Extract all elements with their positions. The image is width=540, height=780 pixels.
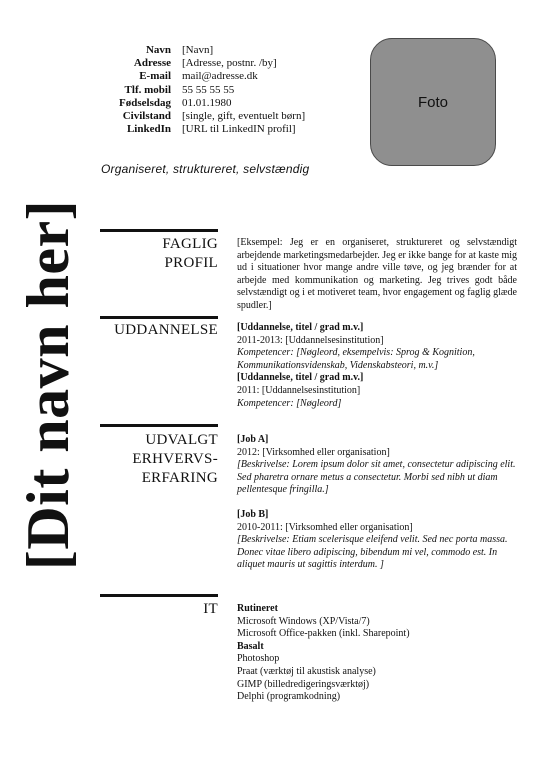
contact-row bbox=[90, 84, 305, 97]
it-skill-item: Delphi (programkodning) bbox=[237, 691, 341, 703]
section-divider bbox=[100, 316, 218, 319]
contact-value: 01.01.1980 bbox=[182, 96, 232, 109]
it-group-heading: Basalt bbox=[237, 640, 264, 652]
contact-label: Navn bbox=[145, 44, 171, 56]
it-skill-item: Photoshop bbox=[237, 653, 280, 665]
section-title-line: ERHVERVS- bbox=[132, 451, 218, 467]
contact-value: [single, gift, eventuelt børn] bbox=[182, 110, 306, 123]
contact-label: LinkedIn bbox=[126, 123, 171, 136]
contact-row bbox=[90, 110, 305, 123]
job-period: 2010-2011: [Virksomhed eller organisation] bbox=[237, 521, 413, 533]
education-period: 2011: [Uddannelsesinstitution] bbox=[237, 384, 361, 396]
job-heading: [Job B] bbox=[237, 508, 269, 520]
section-title-education: UDDANNELSE bbox=[114, 322, 218, 338]
education-competences: Kompetencer: [Nøgleord, eksempelvis: Sprog & Kognition, Kommunikationsvidenskab, Videnskabsteori, m.v.] bbox=[237, 347, 475, 371]
section-divider bbox=[100, 424, 218, 427]
education-period: 2011-2013: [Uddannelsesinstitution] bbox=[237, 334, 384, 346]
job-heading: [Job A] bbox=[237, 434, 269, 445]
tagline: Organiseret, struktureret, selvstændig bbox=[101, 162, 310, 176]
contact-value: mail@adresse.dk bbox=[182, 70, 258, 83]
vertical-name-heading: [Dit navn her] bbox=[15, 199, 81, 571]
contact-row bbox=[90, 70, 305, 83]
contact-label: Fødselsdag bbox=[119, 96, 171, 109]
contact-label: E-mail bbox=[139, 70, 171, 83]
it-skill-item: Microsoft Windows (XP/Vista/7) bbox=[237, 615, 370, 627]
job-description: [Beskrivelse: Lorem ipsum dolor sit amet, consectetur adipiscing elit. Sed pharetra ornare metus a consectetur. Morbi sed nibh ut diam pellentesque fringilla.] bbox=[237, 459, 516, 496]
experience-list bbox=[237, 434, 517, 572]
it-group-heading: Rutineret bbox=[237, 603, 278, 614]
contact-row bbox=[90, 57, 305, 70]
profile-text: [Eksempel: Jeg er en organiseret, struktureret og selvstændigt arbejdende marketingsmedarbejder. Jeg er ikke bange for at kaste mig ud i situationer hvor mange andre ville tøve, og jeg brænder for at arbejde med kommunikation og marketing. Jeg trives godt både selvstændigt og i et motiveret team, hvor engagement og faglig glæde spudler.] bbox=[237, 237, 517, 311]
section-title-line: PROFIL bbox=[164, 255, 218, 271]
contact-value: [Adresse, postnr. /by] bbox=[182, 57, 277, 70]
contact-value: [URL til LinkedIN profil] bbox=[182, 123, 296, 136]
contact-block bbox=[90, 44, 305, 136]
contact-label: Civilstand bbox=[122, 110, 171, 123]
section-title-experience bbox=[100, 431, 218, 488]
it-skills-list bbox=[237, 603, 517, 704]
it-skill-item: Microsoft Office-pakken (inkl. Sharepoint) bbox=[237, 628, 410, 640]
education-heading: [Uddannelse, titel / grad m.v.] bbox=[237, 372, 364, 384]
contact-row bbox=[90, 44, 305, 57]
job-period: 2012: [Virksomhed eller organisation] bbox=[237, 446, 390, 458]
section-title-line: UDVALGT bbox=[145, 432, 218, 448]
photo-placeholder bbox=[370, 38, 496, 166]
education-heading: [Uddannelse, titel / grad m.v.] bbox=[237, 322, 364, 333]
section-divider bbox=[100, 594, 218, 597]
education-competences: Kompetencer: [Nøgleord] bbox=[237, 397, 342, 409]
it-skill-item: GIMP (billedredigeringsværktøj) bbox=[237, 678, 370, 690]
it-skill-item: Praat (værktøj til akustisk analyse) bbox=[237, 665, 376, 677]
education-list bbox=[237, 322, 517, 410]
contact-value: [Navn] bbox=[182, 44, 214, 56]
job-description: [Beskrivelse: Etiam scelerisque eleifend velit. Sed nec porta massa. Donec vitae libero adipiscing, bibendum mi vel, commodo est. In aliquet mauris ut sagittis interdum. ] bbox=[237, 534, 508, 571]
contact-row bbox=[90, 97, 305, 110]
contact-row bbox=[90, 123, 305, 136]
section-title-line: FAGLIG bbox=[162, 236, 218, 252]
section-divider bbox=[100, 229, 218, 232]
section-title-it: IT bbox=[203, 601, 218, 617]
section-title-line: ERFARING bbox=[141, 470, 218, 486]
section-title-profile bbox=[100, 235, 218, 273]
contact-label: Adresse bbox=[133, 57, 171, 70]
contact-label: Tlf. mobil bbox=[124, 83, 171, 96]
contact-value: 55 55 55 55 bbox=[182, 83, 235, 96]
photo-label: Foto bbox=[417, 93, 448, 111]
